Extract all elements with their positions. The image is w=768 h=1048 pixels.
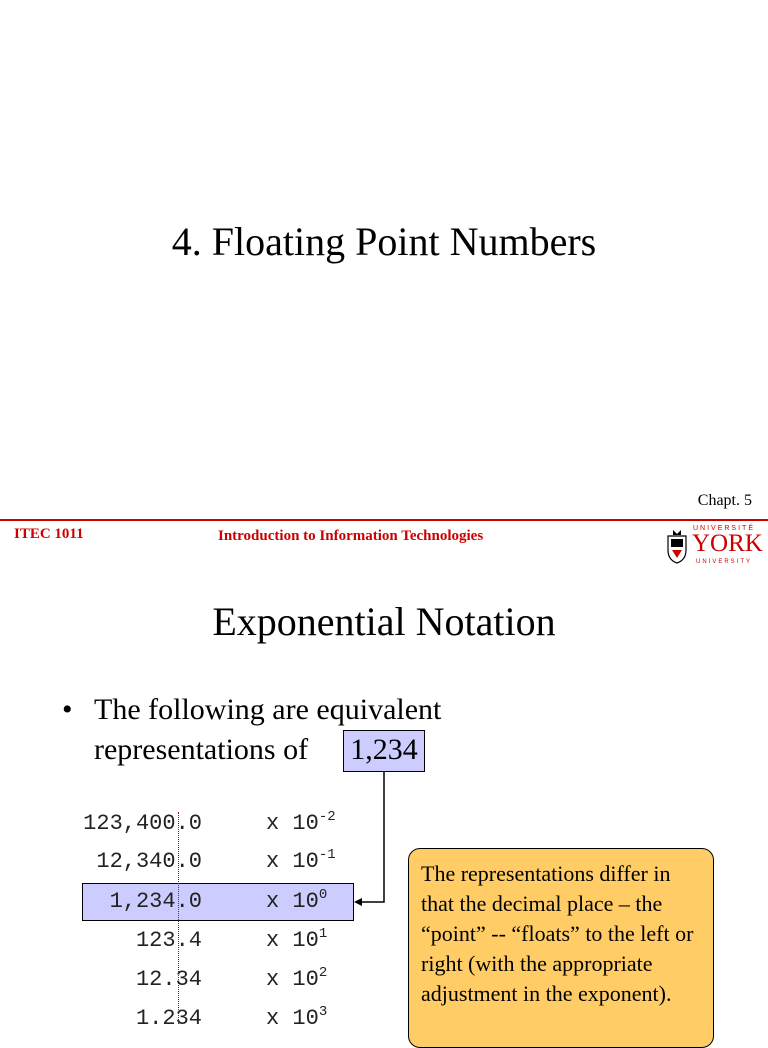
- bullet-text-line2: representations of: [94, 733, 309, 766]
- mantissa: 1,234.0: [109, 889, 202, 914]
- mantissa: 1.234: [135, 1006, 202, 1031]
- exponent: 3: [318, 1004, 328, 1020]
- chapter-label: Chapt. 5: [697, 492, 752, 509]
- mantissa: 12.34: [135, 967, 202, 992]
- explanation-callout: The representations differ in that the decimal place – the “point” -- “floats” to the left or right (with the appropriate adjustment in the exponent).: [408, 848, 714, 1048]
- york-logo: [664, 524, 763, 568]
- exponent: 1: [318, 926, 328, 942]
- exponent: -1: [318, 847, 336, 863]
- exponent: 2: [318, 965, 328, 981]
- multiplier: x $10^{-2}$: [266, 809, 336, 836]
- mantissa: 12,340.0: [96, 849, 202, 874]
- multiplier: x $10^3$: [266, 1004, 328, 1031]
- multiplier: x $10^0$: [266, 887, 328, 914]
- slide-title-exponential: Exponential Notation: [212, 599, 556, 644]
- exponent: 0: [318, 887, 328, 903]
- course-code: ITEC 1011: [14, 526, 84, 542]
- exponent: -2: [318, 809, 336, 825]
- logo-universite: UNIVERSITÉ: [692, 525, 755, 532]
- notation-row: [0, 809, 768, 839]
- logo-university: UNIVERSITY: [695, 559, 752, 565]
- multiplier: x $10^{-1}$: [266, 847, 336, 874]
- course-title: Introduction to Information Technologies: [218, 528, 484, 544]
- bullet-icon: •: [62, 693, 73, 726]
- crest-icon: [664, 528, 690, 564]
- multiplier: x $10^2$: [266, 965, 328, 992]
- mantissa: 123.4: [135, 928, 202, 953]
- header-divider: [0, 519, 768, 521]
- multiplier: x $10^1$: [266, 926, 328, 953]
- highlighted-number: 1,234: [343, 730, 425, 772]
- mantissa: 123,400.0: [83, 811, 202, 836]
- bullet-text-line1: The following are equivalent: [94, 693, 442, 726]
- logo-york: YORK: [692, 530, 763, 557]
- slide-title-floating-point: 4. Floating Point Numbers: [171, 219, 597, 264]
